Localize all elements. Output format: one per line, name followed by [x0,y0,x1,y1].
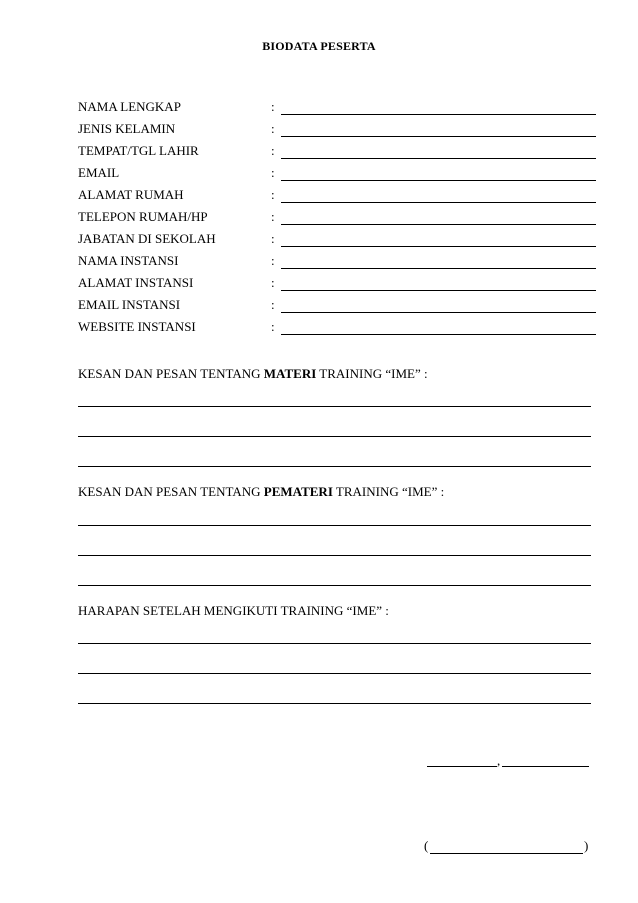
section-heading-prefix: HARAPAN SETELAH MENGIKUTI TRAINING “IME” : [78,603,389,618]
field-row-alamat-instansi [78,275,598,293]
signature-open-paren: ( [424,838,429,853]
alamat-rumah-input-line[interactable] [281,202,596,203]
field-row-jenis-kelamin [78,121,598,139]
signature-close-paren: ) [584,838,589,853]
field-label: JABATAN DI SEKOLAH [78,231,216,246]
nama-instansi-input-line[interactable] [281,268,596,269]
email-input-line[interactable] [281,180,596,181]
field-separator: : [271,231,275,246]
section-heading-harapan [78,603,389,619]
materi-answer-line-2[interactable] [78,436,591,437]
field-label: NAMA INSTANSI [78,253,179,268]
tempat-tgl-lahir-input-line[interactable] [281,158,596,159]
alamat-instansi-input-line[interactable] [281,290,596,291]
field-label: TELEPON RUMAH/HP [78,209,208,224]
harapan-answer-line-1[interactable] [78,643,591,644]
field-row-nama-lengkap [78,99,598,117]
field-label: NAMA LENGKAP [78,99,181,114]
pemateri-answer-line-3[interactable] [78,585,591,586]
section-heading-prefix: KESAN DAN PESAN TENTANG [78,366,264,381]
field-separator: : [271,187,275,202]
field-row-jabatan [78,231,598,249]
website-instansi-input-line[interactable] [281,334,596,335]
section-heading-suffix: TRAINING “IME” : [316,366,428,381]
field-label: WEBSITE INSTANSI [78,319,196,334]
signature-place-line[interactable] [427,766,497,767]
section-heading-pemateri [78,484,444,500]
section-heading-emphasis: MATERI [263,366,317,381]
field-separator: : [271,209,275,224]
pemateri-answer-line-2[interactable] [78,555,591,556]
materi-answer-line-3[interactable] [78,466,591,467]
email-instansi-input-line[interactable] [281,312,596,313]
field-separator: : [271,165,275,180]
harapan-answer-line-2[interactable] [78,673,591,674]
field-label: EMAIL [78,165,120,180]
field-separator: : [271,253,275,268]
field-row-website-instansi [78,319,598,337]
field-row-alamat-rumah [78,187,598,205]
field-separator: : [271,297,275,312]
field-row-nama-instansi [78,253,598,271]
section-heading-prefix: KESAN DAN PESAN TENTANG [78,484,264,499]
section-heading-materi [78,366,428,382]
pemateri-answer-line-1[interactable] [78,525,591,526]
telepon-input-line[interactable] [281,224,596,225]
harapan-answer-line-3[interactable] [78,703,591,704]
signature-place-date [427,753,589,769]
field-separator: : [271,99,275,114]
signature-name-line[interactable] [430,853,583,854]
field-row-telepon [78,209,598,227]
field-row-tempat-tgl-lahir [78,143,598,161]
field-row-email-instansi [78,297,598,315]
field-label: JENIS KELAMIN [78,121,176,136]
section-heading-emphasis: PEMATERI [263,484,333,499]
field-label: TEMPAT/TGL LAHIR [78,143,199,158]
field-separator: : [271,143,275,158]
document-title: BIODATA PESERTA [262,39,376,53]
field-row-email [78,165,598,183]
field-separator: : [271,319,275,334]
signature-name [424,838,590,856]
field-label: EMAIL INSTANSI [78,297,181,312]
field-label: ALAMAT RUMAH [78,187,184,202]
materi-answer-line-1[interactable] [78,406,591,407]
field-separator: : [271,121,275,136]
signature-date-line[interactable] [502,766,589,767]
field-separator: : [271,275,275,290]
field-label: ALAMAT INSTANSI [78,275,194,290]
place-date-separator: , [497,753,501,768]
nama-lengkap-input-line[interactable] [281,114,596,115]
jenis-kelamin-input-line[interactable] [281,136,596,137]
section-heading-suffix: TRAINING “IME” : [332,484,445,499]
jabatan-input-line[interactable] [281,246,596,247]
